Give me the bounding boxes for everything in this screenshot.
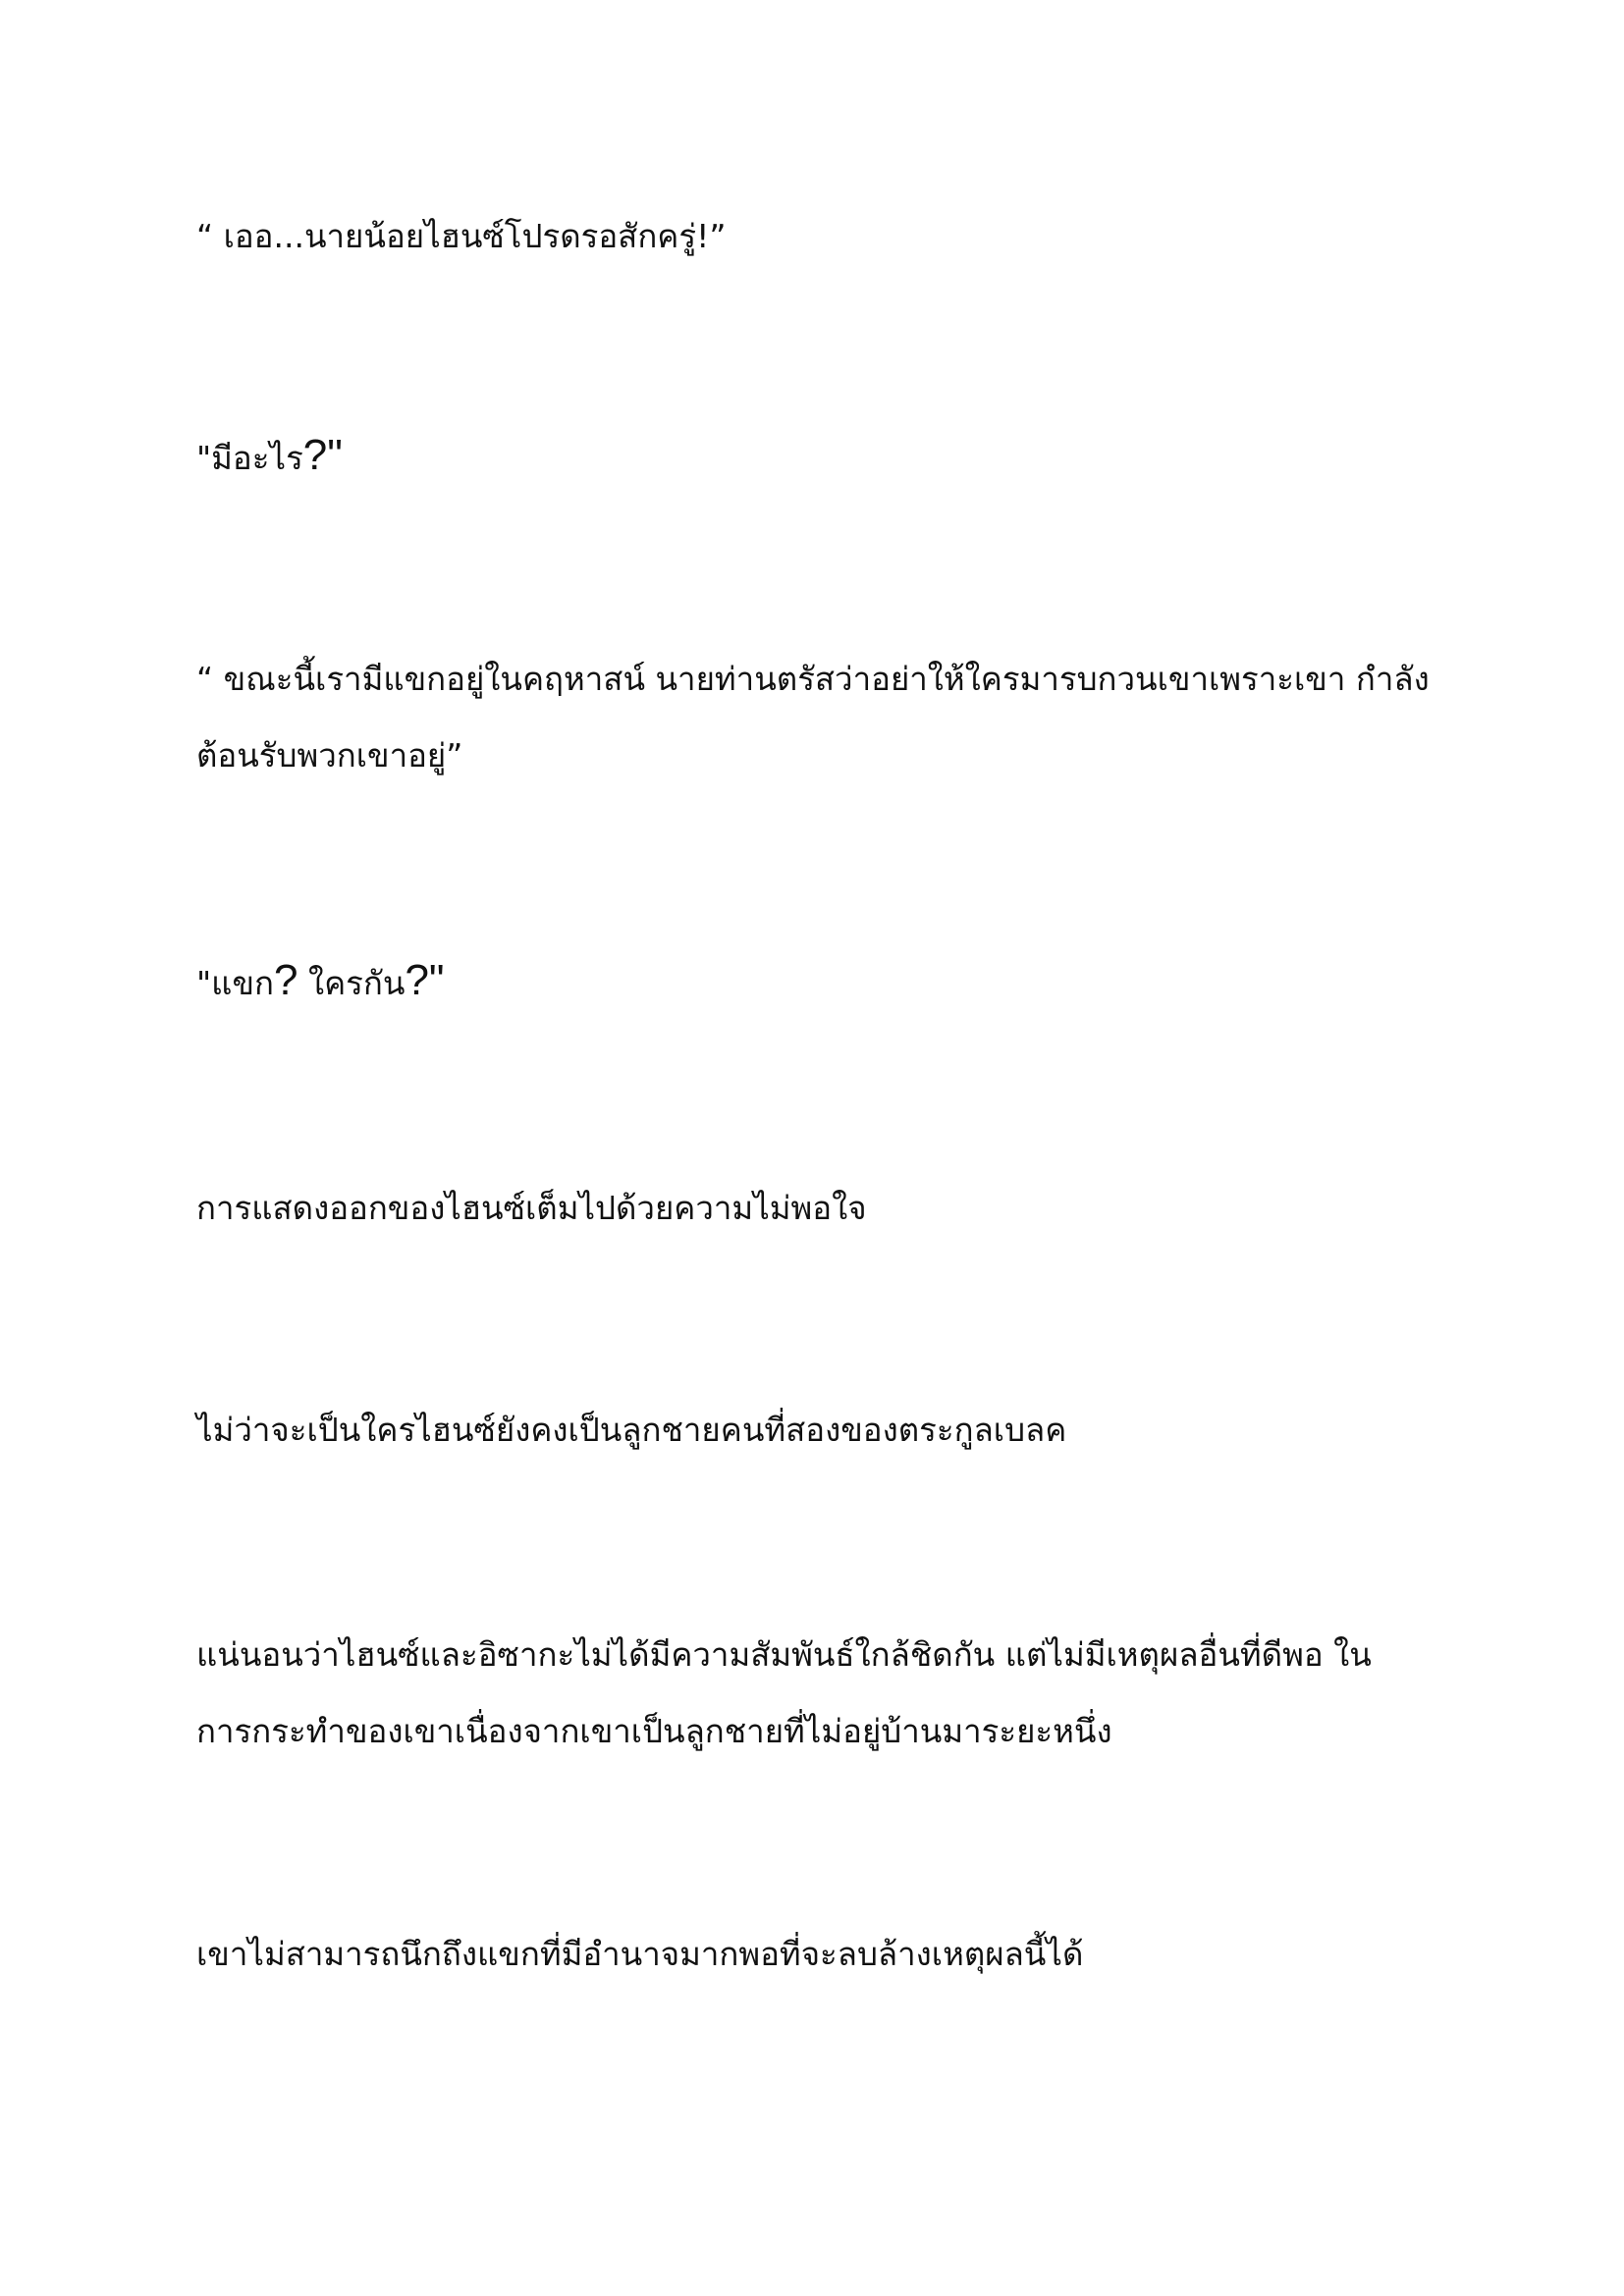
- paragraph-2-text: "มีอะไร: [196, 439, 303, 477]
- paragraph-4-text-c: ใครกัน: [298, 964, 406, 1002]
- paragraph-2-question-mark: ?": [302, 431, 343, 479]
- paragraph-7: แน่นอนว่าไฮนซ์และอิซากะไม่ได้มีความสัมพันธ์ใกล้ชิดกัน แต่ไม่มีเหตุผลอื่นที่ดีพอ ในการกระทำของเขาเนื่องจากเขาเป็นลูกชายที่ไม่อยู่บ้านมาระยะหนึ่ง: [196, 1635, 1372, 1750]
- paragraph-3: “ ขณะนี้เรามีแขกอยู่ในคฤหาสน์ นายท่านตรัสว่าอย่าให้ใครมารบกวนเขาเพราะเขา กำลังต้อนรับพวกเขาอยู่”: [196, 660, 1430, 774]
- paragraph-2: [196, 417, 1434, 497]
- paragraph-4-question-mark-a: ?: [274, 956, 298, 1004]
- paragraph-4: [196, 942, 1434, 1022]
- paragraph-1: “ เออ...นายน้อยไฮนซ์โปรดรอสักครู่!”: [196, 217, 727, 255]
- paragraph-5: การแสดงออกของไฮนซ์เต็มไปด้วยความไม่พอใจ: [196, 1189, 867, 1227]
- paragraph-4-text-a: "แขก: [196, 964, 274, 1002]
- paragraph-4-question-mark-b: ?": [405, 956, 445, 1004]
- paragraph-8: เขาไม่สามารถนึกถึงแขกที่มีอำนาจมากพอที่จะลบล้างเหตุผลนี้ได้: [196, 1935, 1084, 1973]
- paragraph-6: ไม่ว่าจะเป็นใครไฮนซ์ยังคงเป็นลูกชายคนที่สองของตระกูลเบลค: [196, 1411, 1067, 1449]
